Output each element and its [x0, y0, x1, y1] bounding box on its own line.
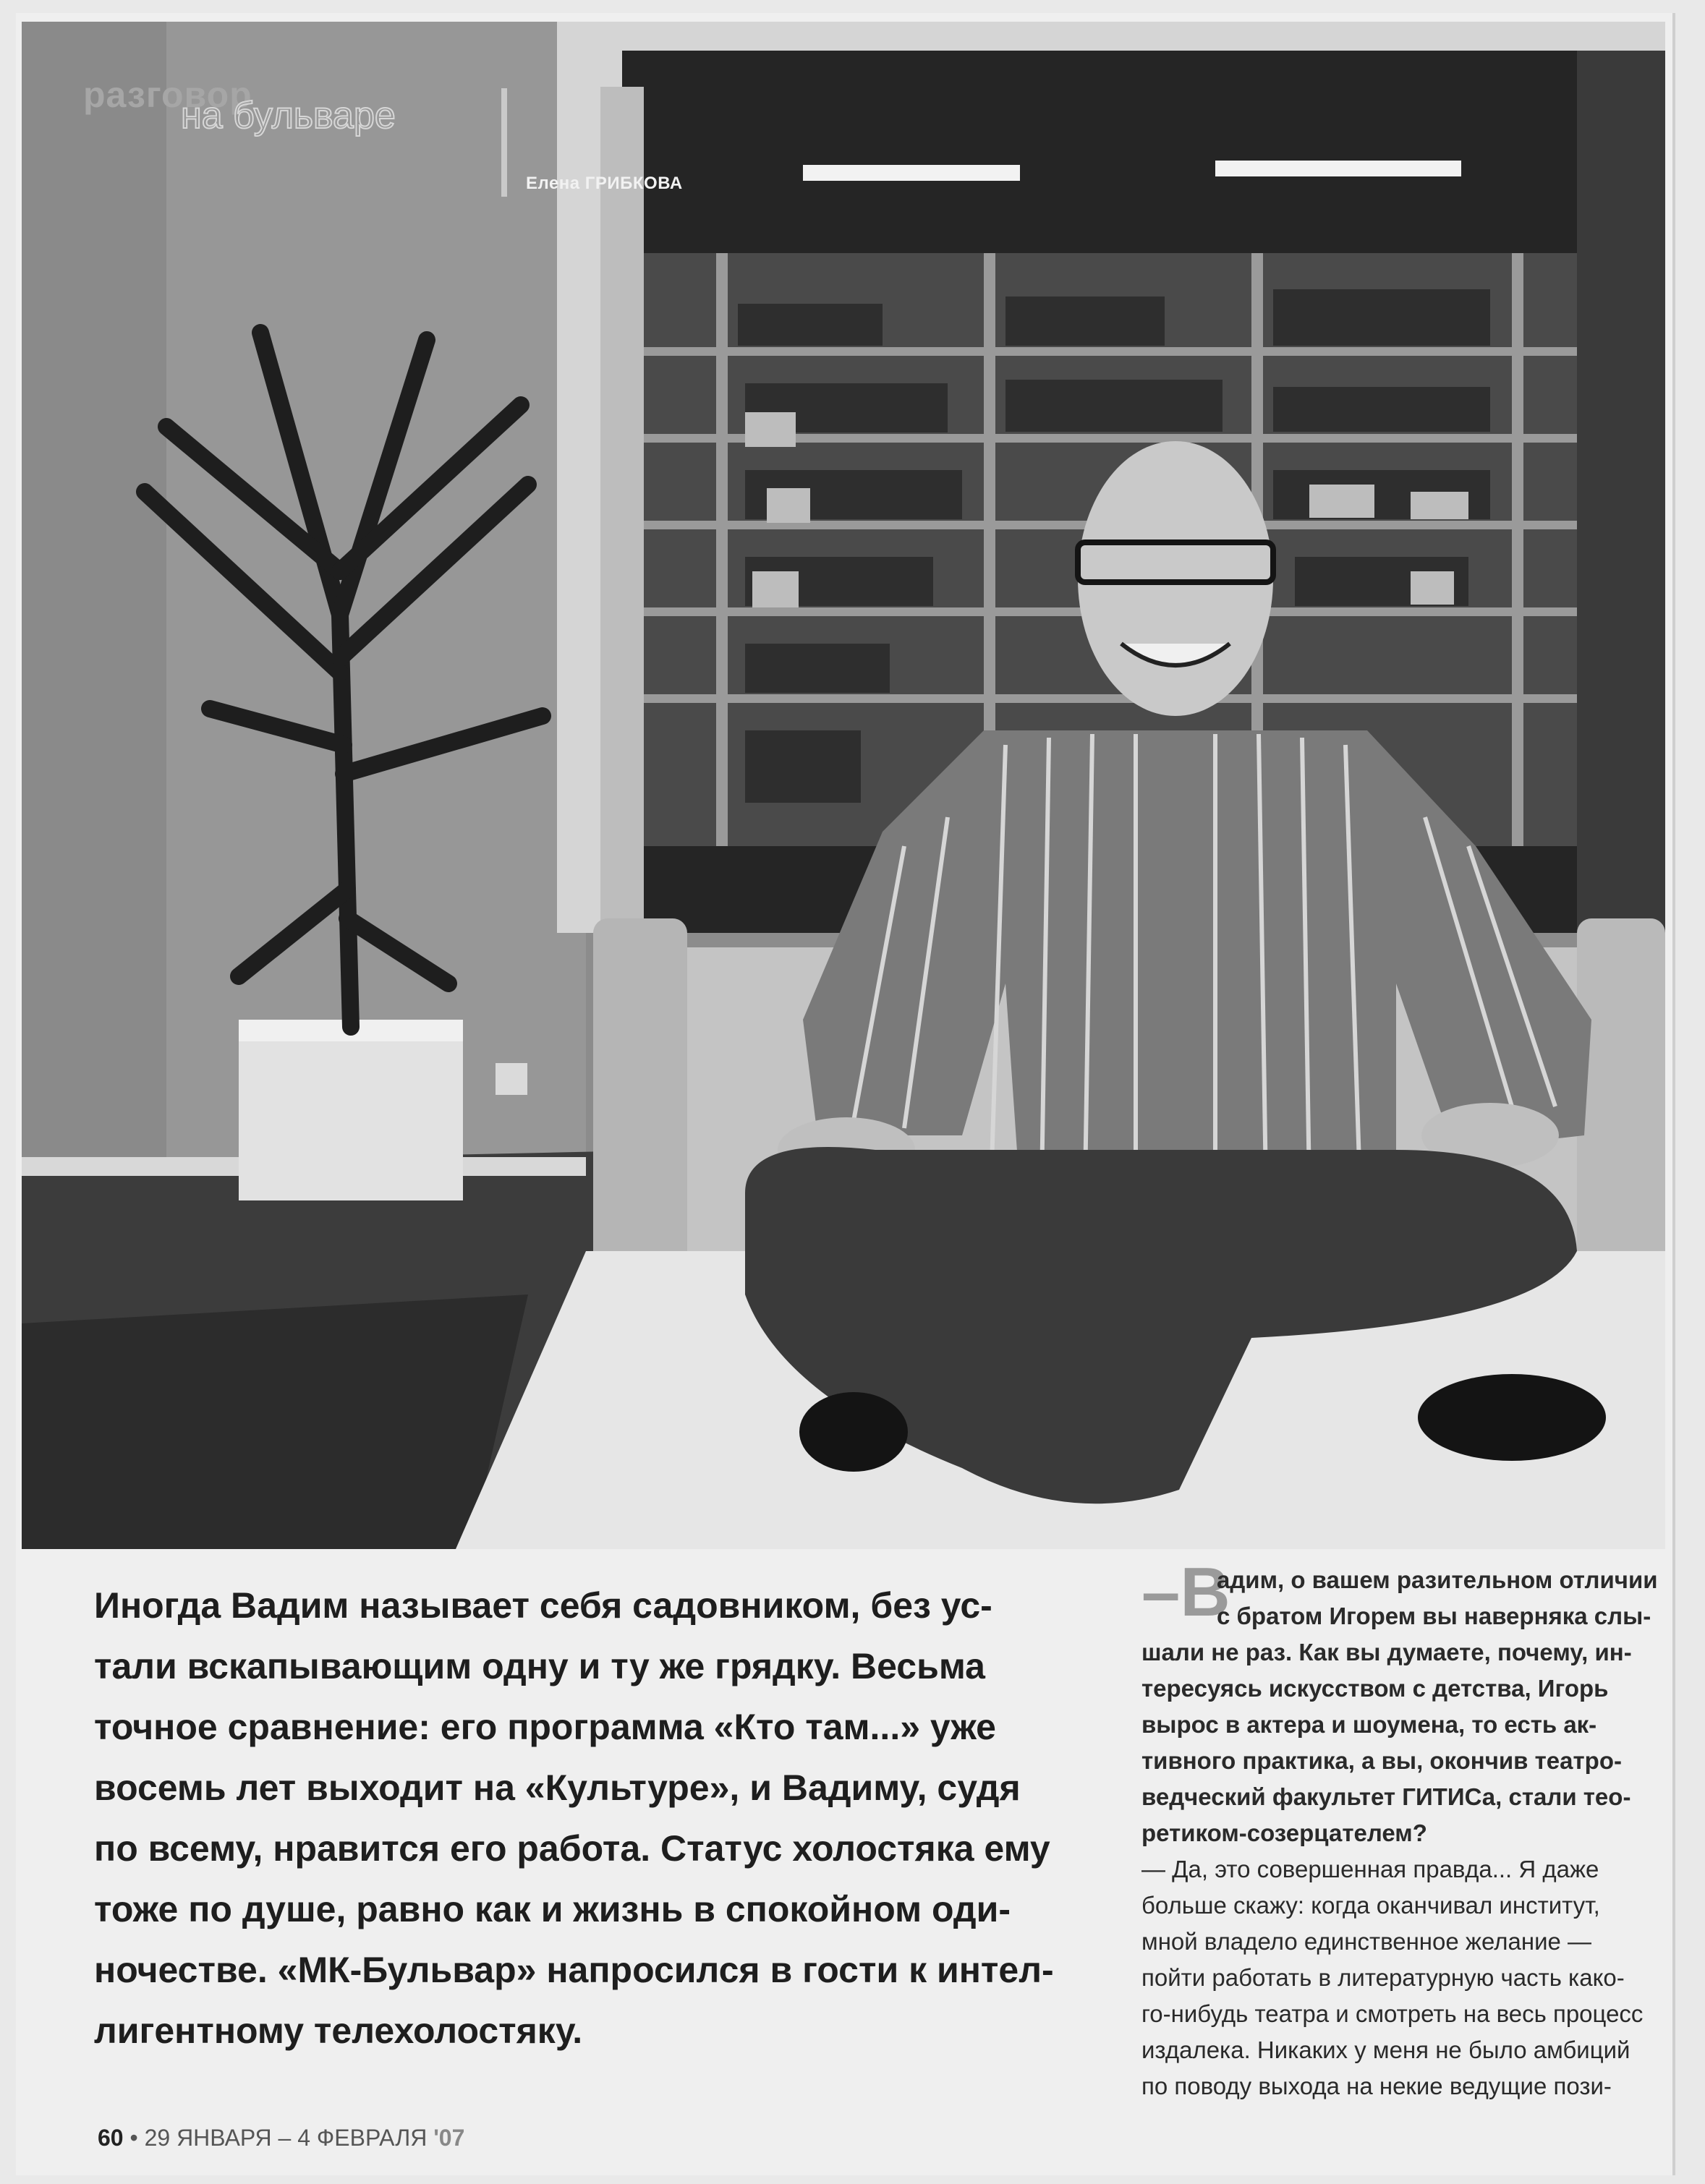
drop-cap: –В: [1141, 1553, 1230, 1631]
issue-dates: 29 ЯНВАРЯ – 4 ФЕВРАЛЯ: [144, 2125, 434, 2151]
answer-line: го-нибудь театра и смотреть на весь процесс: [1141, 2000, 1644, 2027]
lead-line: Иногда Вадим называет себя садовником, без ус-: [94, 1585, 992, 1626]
page-number: 60: [98, 2125, 124, 2151]
lead-line: восемь лет выходит на «Культуре», и Вадиму, судя: [94, 1767, 1021, 1808]
question-line: ретиком-созерцателем?: [1141, 1820, 1427, 1846]
rubric-divider: [501, 88, 507, 197]
lead-line: тали вскапывающим одну и ту же грядку. Весьма: [94, 1646, 985, 1686]
issue-year: '07: [433, 2125, 465, 2151]
answer-line: — Да, это совершенная правда... Я даже: [1141, 1856, 1599, 1882]
lead-line: точное сравнение: его программа «Кто там...» уже: [94, 1707, 996, 1747]
page-footer: [98, 2125, 464, 2151]
question-line: вырос в актера и шоумена, то есть ак-: [1141, 1711, 1597, 1738]
answer-line: больше скажу: когда оканчивал институт,: [1141, 1892, 1600, 1919]
answer-line: издалека. Никаких у меня не было амбиций: [1141, 2036, 1630, 2063]
lead-paragraph: [94, 1575, 1121, 2061]
question-line: адим, о вашем разительном отличии: [1217, 1566, 1658, 1593]
lead-line: по всему, нравится его работа. Статус холостяка ему: [94, 1828, 1050, 1869]
question-line: тивного практика, а вы, окончив театро-: [1141, 1747, 1622, 1774]
rubric-title: разговор: [83, 74, 252, 115]
question-line: ведческий факультет ГИТИСа, стали тео-: [1141, 1783, 1631, 1810]
lead-line: тоже по душе, равно как и жизнь в спокойном оди-: [94, 1889, 1011, 1929]
answer-line: по поводу выхода на некие ведущие пози-: [1141, 2073, 1612, 2099]
footer-separator: •: [129, 2125, 145, 2151]
question-line: тересуясь искусством с детства, Игорь: [1141, 1675, 1609, 1702]
lead-line: ночестве. «МК-Бульвар» напросился в гости к интел-: [94, 1950, 1054, 1990]
answer-line: мной владело единственное желание —: [1141, 1928, 1592, 1955]
author-byline: Елена ГРИБКОВА: [526, 174, 683, 193]
lead-line: лигентному телехолостяку.: [94, 2010, 583, 2051]
question-line: с братом Игорем вы наверняка слы-: [1217, 1603, 1651, 1629]
question-line: шали не раз. Как вы думаете, почему, ин-: [1141, 1639, 1632, 1665]
portrait-photo: [22, 22, 1665, 1549]
answer-line: пойти работать в литературную часть како-: [1141, 1964, 1625, 1991]
rubric-subtitle: на бульваре: [181, 95, 396, 137]
interview-column: [1141, 1562, 1658, 2104]
